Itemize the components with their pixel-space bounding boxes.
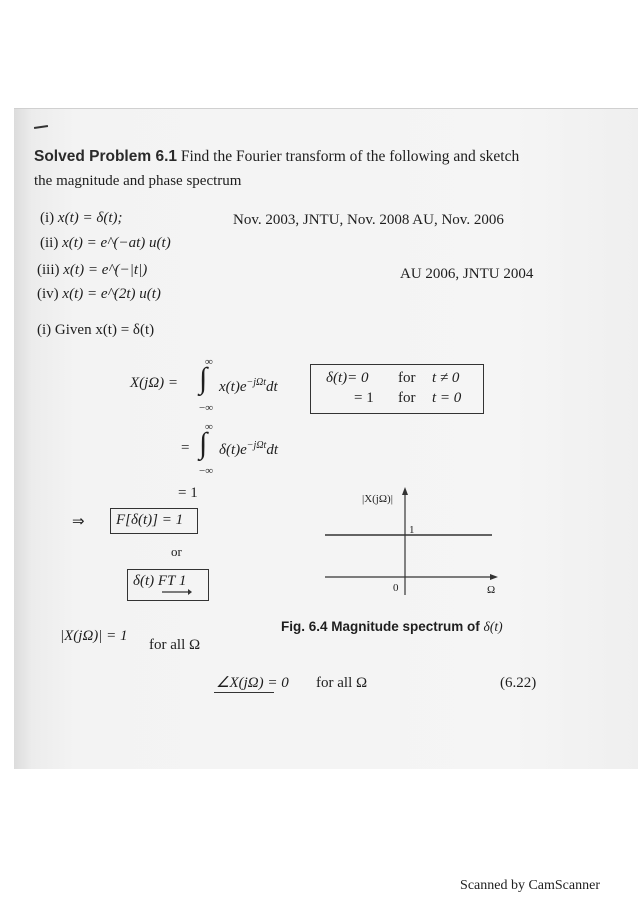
problem-label: Solved Problem 6.1 bbox=[34, 148, 177, 165]
def-line1-cond: t ≠ 0 bbox=[432, 370, 460, 386]
def-line1-for: for bbox=[398, 370, 416, 386]
magnitude-for: for all Ω bbox=[149, 637, 201, 653]
magnitude-result: |X(jΩ)| = 1 bbox=[60, 628, 128, 644]
lower-limit-2: −∞ bbox=[199, 465, 214, 477]
solution-given: (i) Given x(t) = δ(t) bbox=[37, 322, 155, 338]
item-3-expr: x(t) = e^(−|t|) bbox=[63, 262, 148, 278]
origin-label: 0 bbox=[393, 582, 399, 594]
scanner-footer: Scanned by CamScanner bbox=[460, 878, 600, 893]
equals-one: = 1 bbox=[178, 485, 198, 501]
upper-limit-2: ∞ bbox=[205, 421, 213, 433]
angle-underline bbox=[214, 692, 274, 693]
y-axis-label: |X(jΩ)| bbox=[362, 493, 393, 505]
lhs-X: X(jΩ) = bbox=[130, 375, 179, 391]
problem-statement: Find the Fourier transform of the following and sketch bbox=[180, 148, 520, 165]
or-text: or bbox=[171, 544, 182, 559]
integral-sign-1: ∫ bbox=[199, 362, 208, 395]
integral-sign-2: ∫ bbox=[199, 427, 208, 460]
equals-2: = bbox=[181, 440, 190, 456]
item-2-expr: x(t) = e^(−at) u(t) bbox=[62, 235, 171, 251]
reference-1: Nov. 2003, JNTU, Nov. 2008 AU, Nov. 2006 bbox=[233, 212, 504, 228]
item-1: (i) x(t) = δ(t); bbox=[40, 210, 123, 226]
integrand-2: $\delta(t)e^{-j\Omega t}dt$ bbox=[219, 440, 279, 458]
def-line2-cond: t = 0 bbox=[432, 390, 462, 406]
def-line1: δ(t)= 0 bbox=[326, 370, 369, 386]
def-line2: = 1 bbox=[354, 390, 374, 406]
item-4: (iv) x(t) = e^(2t) u(t) bbox=[37, 286, 161, 302]
item-2: (ii) x(t) = e^(−at) u(t) bbox=[40, 235, 171, 251]
figure-caption: Fig. 6.4 Magnitude spectrum of δ(t) bbox=[281, 619, 503, 634]
result-1: F[δ(t)] = 1 bbox=[116, 512, 184, 528]
phase-result: ∠X(jΩ) = 0 bbox=[216, 675, 289, 691]
item-3: (iii) x(t) = e^(−|t|) bbox=[37, 262, 148, 278]
reference-2: AU 2006, JNTU 2004 bbox=[400, 266, 534, 282]
def-line2-for: for bbox=[398, 390, 416, 406]
item-4-expr: x(t) = e^(2t) u(t) bbox=[62, 286, 161, 302]
magnitude-spectrum-plot bbox=[320, 485, 510, 605]
implies-arrow: ⇒ bbox=[72, 514, 85, 530]
result-2: δ(t) FT 1 bbox=[133, 573, 187, 589]
ft-pair-arrow bbox=[160, 587, 192, 597]
scanned-page bbox=[14, 108, 638, 769]
upper-limit-1: ∞ bbox=[205, 356, 213, 368]
integrand-1: $x(t)e^{-j\Omega t}dt$ bbox=[219, 377, 278, 395]
level-label: 1 bbox=[409, 524, 415, 536]
equation-number: (6.22) bbox=[500, 675, 537, 691]
lower-limit-1: −∞ bbox=[199, 402, 214, 414]
y-axis-arrowhead bbox=[402, 487, 408, 495]
problem-title bbox=[34, 148, 519, 166]
item-1-expr: x(t) = δ(t); bbox=[57, 210, 123, 226]
problem-statement-2: the magnitude and phase spectrum bbox=[34, 173, 242, 189]
phase-for: for all Ω bbox=[316, 675, 368, 691]
x-axis-label: Ω bbox=[487, 584, 496, 596]
x-axis-arrowhead bbox=[490, 574, 498, 580]
